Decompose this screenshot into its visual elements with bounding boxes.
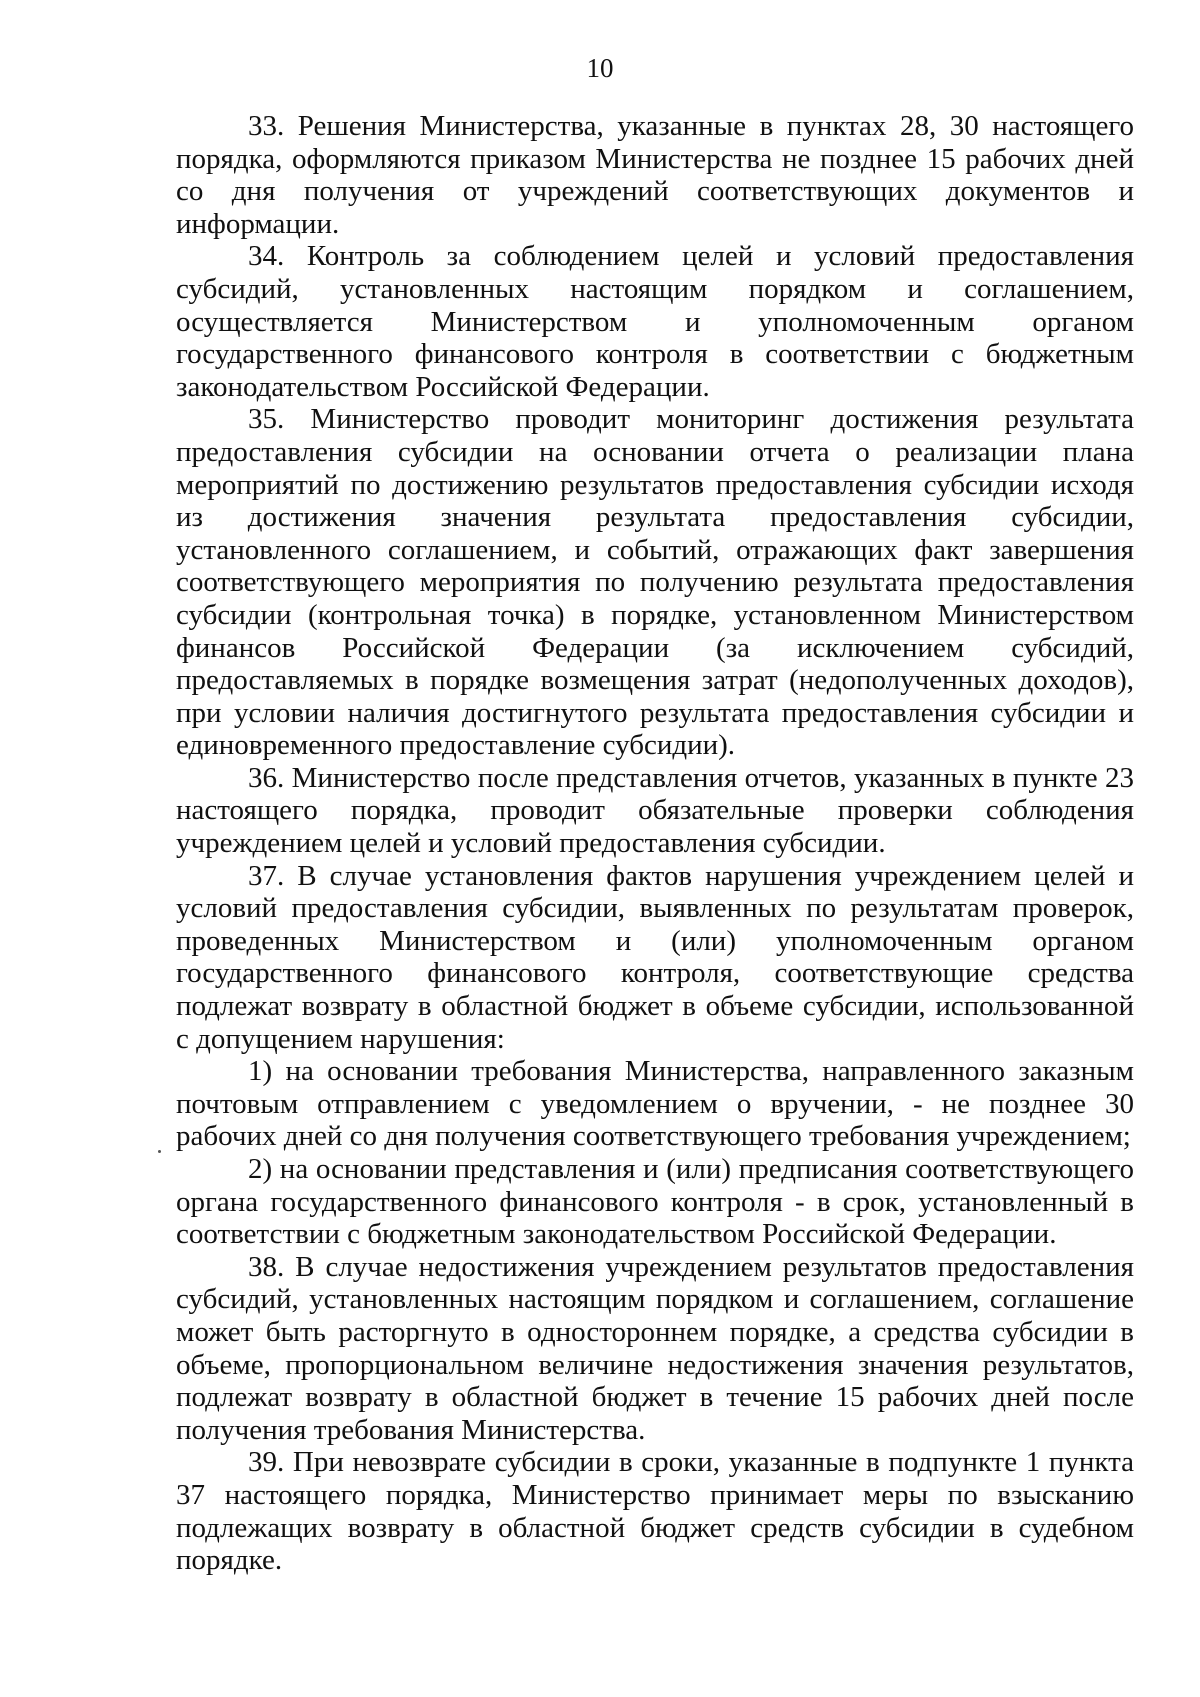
paragraph-37-subitem-1: 1) на основании требования Министерства, направленного заказным почтовым отправлением с уведомлением о вручении, - не позднее 30 рабочих дней со дня получения соответствующего требования учреждением; [176,1055,1134,1153]
document-body [176,110,1134,1577]
page-number: 10 [586,53,614,83]
paragraph-34: 34. Контроль за соблюдением целей и условий предоставления субсидий, установленных настоящим порядком и соглашением, осуществляется Министерством и уполномоченным органом государственного финансового контроля в соответствии с бюджетным законодательством Российской Федерации. [176,240,1134,403]
paragraph-33: 33. Решения Министерства, указанные в пунктах 28, 30 настоящего порядка, оформляются приказом Министерства не позднее 15 рабочих дней со дня получения от учреждений соответствующих документов и информации. [176,110,1134,240]
scan-speck [158,1150,161,1153]
paragraph-37: 37. В случае установления фактов нарушения учреждением целей и условий предоставления субсидии, выявленных по результатам проверок, проведенных Министерством и (или) уполномоченным органом государственного финансового контроля, соответствующие средства подлежат возврату в областной бюджет в объеме субсидии, использованной с допущением нарушения: [176,859,1134,1055]
paragraph-35: 35. Министерство проводит мониторинг достижения результата предоставления субсидии на основании отчета о реализации плана мероприятий по достижению результатов предоставления субсидии исходя из достижения значения результата предоставления субсидии, установленного соглашением, и событий, отражающих факт завершения соответствующего мероприятия по получению результата предоставления субсидии (контрольная точка) в порядке, установленном Министерством финансов Российской Федерации (за исключением субсидий, предоставляемых в порядке возмещения затрат (недополученных доходов), при условии наличия достигнутого результата предоставления субсидии и единовременного предоставление субсидии). [176,403,1134,762]
paragraph-37-subitem-2: 2) на основании представления и (или) предписания соответствующего органа государственного финансового контроля - в срок, установленный в соответствии с бюджетным законодательством Российской Федерации. [176,1153,1134,1251]
paragraph-39: 39. При невозврате субсидии в сроки, указанные в подпункте 1 пункта 37 настоящего порядка, Министерство принимает меры по взысканию подлежащих возврату в областной бюджет средств субсидии в судебном порядке. [176,1446,1134,1577]
paragraph-36: 36. Министерство после представления отчетов, указанных в пункте 23 настоящего порядка, проводит обязательные проверки соблюдения учреждением целей и условий предоставления субсидии. [176,761,1134,860]
paragraph-38: 38. В случае недостижения учреждением результатов предоставления субсидий, установленных настоящим порядком и соглашением, соглашение может быть расторгнуто в одностороннем порядке, а средства субсидии в объеме, пропорциональном величине недостижения значения результатов, подлежат возврату в областной бюджет в течение 15 рабочих дней после получения требования Министерства. [176,1250,1134,1446]
